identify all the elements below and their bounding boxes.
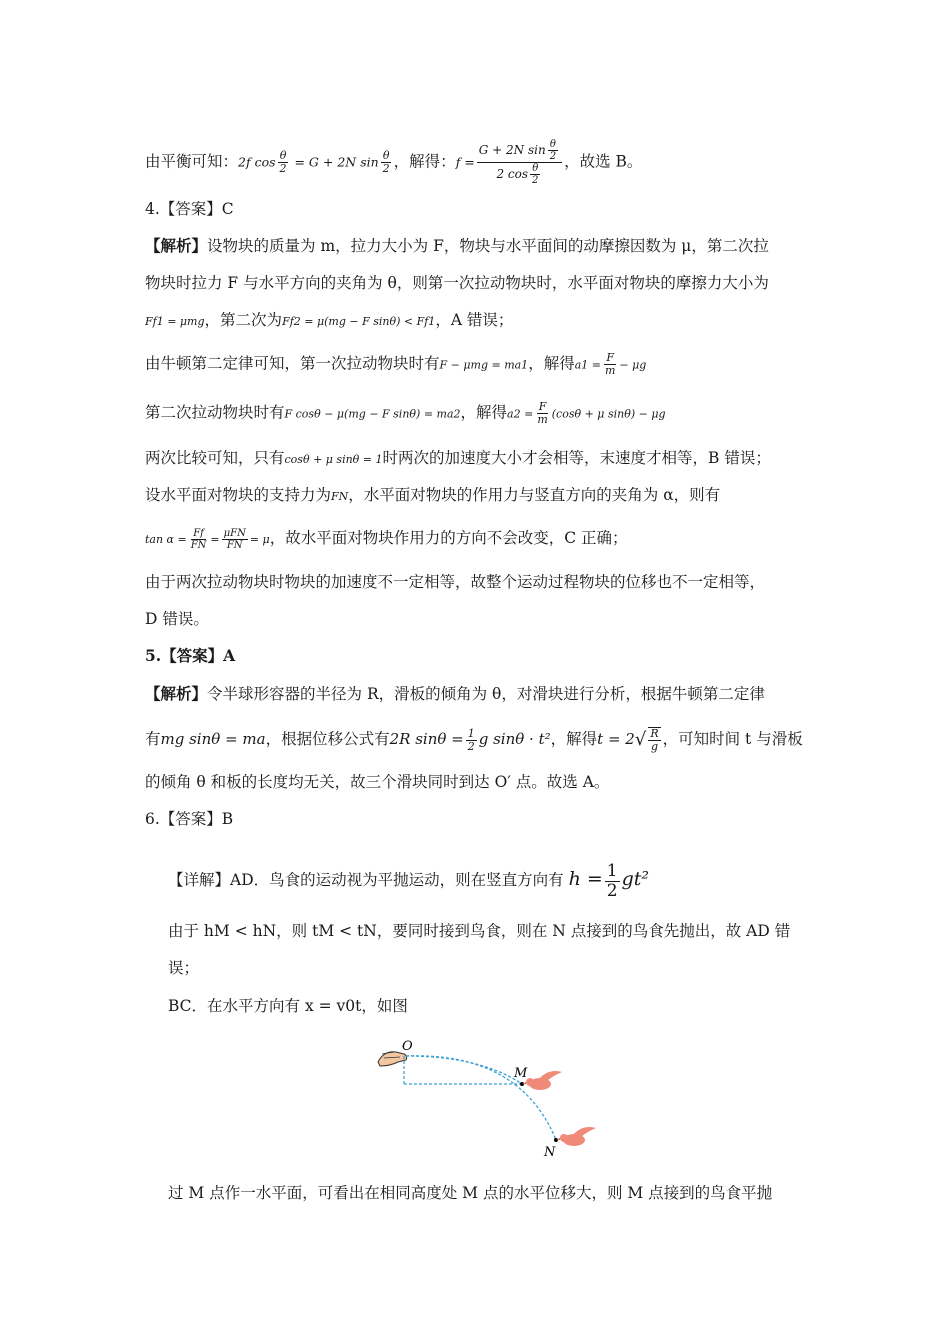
text: 设物块的质量为 m，拉力大小为 F，物块与水平面间的动摩擦因数为 μ，第二次拉 <box>207 237 769 255</box>
formula: tan α = <box>145 533 187 546</box>
text: 时两次的加速度大小才会相等，末速度才相等，B 错误； <box>382 449 771 467</box>
text: 【详解】AD．鸟食的运动视为平抛运动，则在竖直方向有 <box>168 871 564 890</box>
q6-detail-line-4 <box>168 995 810 1017</box>
text: ，故选 B。 <box>564 152 643 171</box>
numerator: θ <box>532 163 539 174</box>
formula: (cosθ + μ sinθ) − μg <box>551 407 666 421</box>
denominator: 2 <box>549 151 557 162</box>
denominator <box>494 163 544 186</box>
formula: F cosθ − μ(mg − F sinθ) = ma2 <box>284 407 461 421</box>
text: BC．在水平方向有 x = v0t，如图 <box>168 997 408 1015</box>
q6-detail-line-5 <box>168 1182 810 1204</box>
text: ，故水平面对物块作用力的方向不会改变，C 正确； <box>269 529 628 547</box>
q6-answer-heading <box>145 808 810 830</box>
q5-analysis-line-2 <box>145 727 810 753</box>
denominator: 2 <box>606 880 618 901</box>
q6-detail-line-3 <box>168 957 810 979</box>
q4-analysis-line-4 <box>145 352 810 377</box>
text: 令半球形容器的半径为 R，滑板的倾角为 θ，对滑块进行分析，根据牛顿第二定律 <box>207 685 765 703</box>
q4-analysis-line-1 <box>145 235 810 257</box>
formula: = <box>210 533 220 546</box>
text: 两次比较可知，只有 <box>145 449 285 467</box>
text: ，A 错误； <box>435 311 514 329</box>
fraction <box>278 150 289 175</box>
numerator: 1 <box>606 861 618 881</box>
q5-answer-heading <box>145 645 810 667</box>
formula: t = 2 <box>597 730 635 749</box>
q5-analysis-line-3 <box>145 771 810 793</box>
formula: a2 = <box>507 407 534 421</box>
formula: = G + 2N sin <box>290 154 379 170</box>
text: 的倾角 θ 和板的长度均无关，故三个滑块同时到达 O′ 点。故选 A。 <box>145 773 610 791</box>
text: 有 <box>145 730 161 749</box>
label-n: N <box>544 1145 556 1160</box>
sqrt-sign: √ <box>634 729 647 751</box>
label-m: M <box>514 1066 528 1081</box>
fraction <box>189 528 209 551</box>
numerator: θ <box>549 139 556 150</box>
fraction <box>648 727 660 753</box>
numerator: Ff <box>193 527 204 539</box>
text: ，根据位移公式有 <box>265 730 390 749</box>
text: 过 M 点作一水平面，可看出在相同高度处 M 点的水平位移大，则 M 点接到的鸟食平抛 <box>168 1184 773 1202</box>
text: 物块时拉力 F 与水平方向的夹角为 θ，则第一次拉动物块时，水平面对物块的摩擦力大小为 <box>145 274 769 292</box>
q4-analysis-line-7 <box>145 484 810 508</box>
text: 第二次拉动物块时有 <box>145 403 285 422</box>
q4-analysis-line-8 <box>145 527 810 551</box>
q6-detail-line-2 <box>168 920 810 942</box>
projectile-figure <box>370 1032 610 1162</box>
fraction <box>605 862 620 900</box>
fraction <box>603 352 617 377</box>
formula: = μ <box>249 533 270 546</box>
formula: 2R sinθ = <box>389 730 464 749</box>
heading-text: 6.【答案】B <box>145 810 234 828</box>
fraction <box>466 728 477 753</box>
text: ，可知时间 t 与滑板 <box>662 730 803 749</box>
q4-analysis-line-9 <box>145 571 810 593</box>
q4-analysis-line-3 <box>145 309 810 333</box>
formula: Ff1 = μmg <box>145 315 205 328</box>
text: 设水平面对物块的支持力为 <box>145 486 332 504</box>
text: ，水平面对物块的作用力与竖直方向的夹角为 α，则有 <box>348 486 721 504</box>
numerator-text: G + 2N sin <box>478 143 546 157</box>
formula: cosθ + μ sinθ = 1 <box>284 453 383 466</box>
denominator: 2 <box>467 739 475 753</box>
denominator: 2 <box>382 162 390 175</box>
q4-analysis-line-2 <box>145 272 810 294</box>
formula: mg sinθ = ma <box>160 730 266 749</box>
equilibrium-line <box>145 139 810 186</box>
numerator: θ <box>279 148 287 162</box>
formula: Ff2 = μ(mg − F sinθ) < Ff1 <box>282 315 436 328</box>
text: ，解得 <box>528 354 575 373</box>
fraction <box>530 163 540 186</box>
denominator: 2 <box>279 162 287 175</box>
denominator: FN <box>226 539 243 551</box>
numerator: μFN <box>223 527 246 539</box>
formula: f = <box>455 154 475 170</box>
text: ，第二次为 <box>204 311 283 329</box>
bird-icon-m <box>522 1071 562 1090</box>
q4-answer-heading <box>145 198 810 220</box>
formula: g sinθ · t² <box>478 730 551 749</box>
numerator: 1 <box>467 726 475 740</box>
denominator: 2 <box>532 175 539 186</box>
text: 由于 hM < hN，则 tM < tN，要同时接到鸟食，则在 N 点接到的鸟食先抛出，故 AD 错 <box>168 922 791 940</box>
text: ，解得： <box>393 152 456 171</box>
denominator: m <box>537 413 548 427</box>
numerator: F <box>606 351 615 364</box>
text: ，解得 <box>460 403 508 422</box>
formula: 2f cos <box>238 154 276 170</box>
denominator: g <box>650 740 658 754</box>
formula: − μg <box>619 358 647 372</box>
bird-icon-n <box>556 1127 596 1146</box>
formula: F − μmg = ma1 <box>439 358 529 372</box>
denominator-text: 2 cos <box>496 167 529 181</box>
heading-text: 5.【答案】A <box>145 646 236 665</box>
text: 由平衡可知： <box>145 152 239 171</box>
analysis-tag: 【解析】 <box>145 684 208 703</box>
formula: a1 = <box>574 358 601 372</box>
numerator: R <box>650 727 659 740</box>
denominator: FN <box>190 539 207 551</box>
formula: h = <box>568 868 603 891</box>
q4-analysis-line-6 <box>145 447 810 471</box>
fraction <box>477 139 562 186</box>
fraction <box>548 139 558 162</box>
formula: gt² <box>621 868 650 891</box>
fraction <box>222 528 248 551</box>
label-o: O <box>402 1039 413 1054</box>
numerator <box>477 139 562 163</box>
q4-analysis-line-10 <box>145 608 810 630</box>
heading-text: 4.【答案】C <box>145 200 234 218</box>
fraction <box>381 150 392 175</box>
text: 由于两次拉动物块时物块的加速度不一定相等，故整个运动过程物块的位移也不一定相等， <box>145 573 766 591</box>
q5-analysis-line-1 <box>145 683 810 705</box>
text: 由牛顿第二定律可知，第一次拉动物块时有 <box>145 354 440 373</box>
fraction <box>535 401 549 426</box>
denominator: m <box>604 364 616 378</box>
q6-detail-line-1 <box>168 862 810 900</box>
analysis-tag: 【解析】 <box>145 236 208 255</box>
formula: FN <box>331 490 349 503</box>
text: ，解得 <box>550 730 598 749</box>
numerator: θ <box>382 148 390 162</box>
q4-analysis-line-5 <box>145 401 810 426</box>
text: 误； <box>168 959 200 977</box>
text: D 错误。 <box>145 610 209 628</box>
numerator: F <box>538 400 547 413</box>
